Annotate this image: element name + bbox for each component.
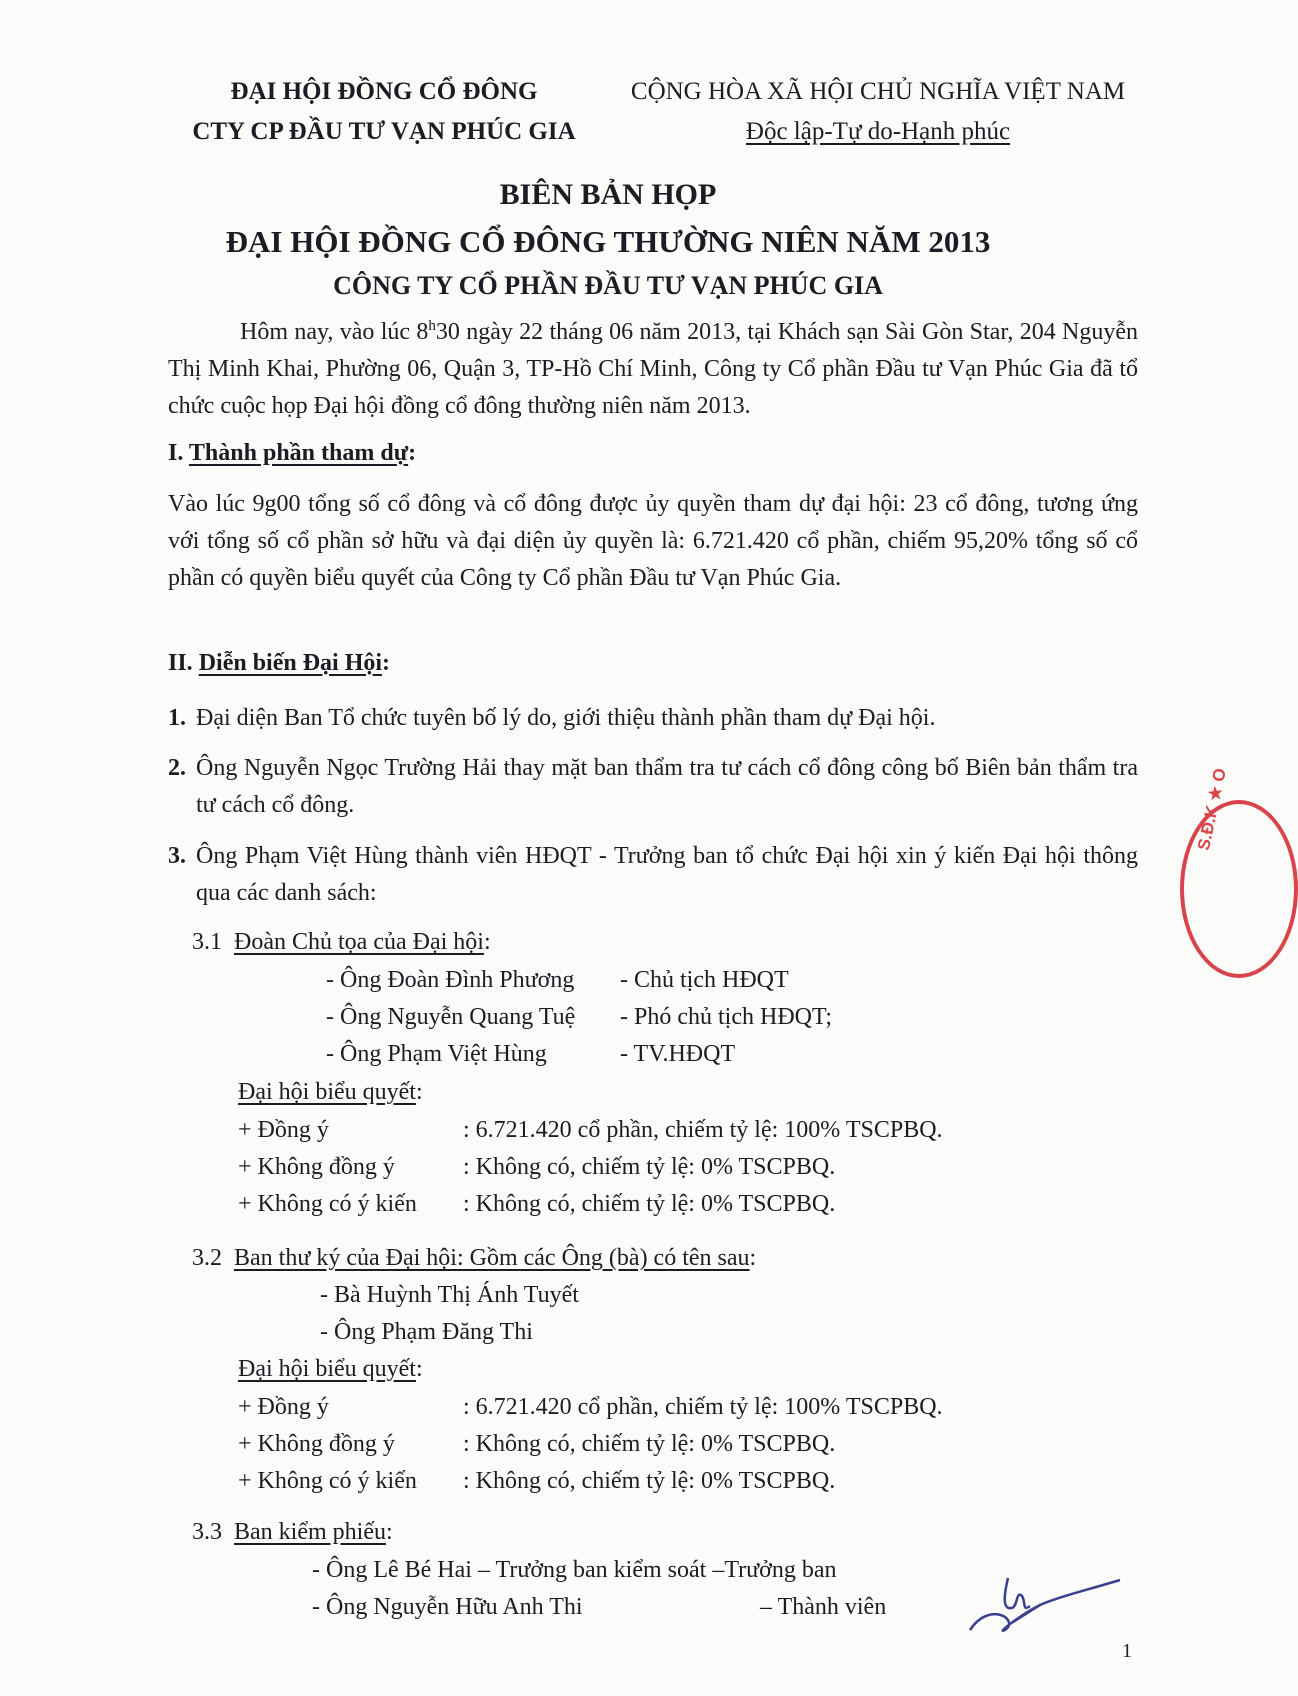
- header-left: [168, 72, 600, 152]
- company-name: CTY CP ĐẦU TƯ VẠN PHÚC GIA: [192, 118, 576, 145]
- vote-value: : Không có, chiếm tỷ lệ: 0% TSCPBQ.: [463, 1191, 836, 1217]
- document-title: BIÊN BẢN HỌP: [499, 178, 717, 211]
- attendance-paragraph: Vào lúc 9g00 tổng số cổ đông và cổ đông được ủy quyền tham dự đại hội: 23 cổ đông, tương ứng với tổng số cổ phần sở hữu và đại diện ủy quyền là: 6.721.420 cổ phần, chiếm 95,20% tổng số cổ phần có quyền biểu quyết của Công ty Cổ phần Đầu tư Vạn Phúc Gia.: [168, 491, 1138, 591]
- vote-value: : 6.721.420 cổ phần, chiếm tỷ lệ: 100% TSCPBQ.: [463, 1394, 943, 1420]
- counting-member-name: - Ông Nguyễn Hữu Anh Thi: [312, 1594, 583, 1620]
- vote-heading: Đại hội biểu quyết:: [238, 1356, 423, 1382]
- motto: Độc lập-Tự do-Hạnh phúc: [745, 118, 1011, 145]
- vote-label: + Không đồng ý: [238, 1431, 395, 1457]
- vote-label: + Không đồng ý: [238, 1154, 395, 1180]
- vote-label: + Đồng ý: [238, 1394, 329, 1420]
- subsection-3-3-heading: 3.3 Ban kiểm phiếu:: [192, 1519, 393, 1545]
- subsection-3-1-heading: 3.1 Đoàn Chủ tọa của Đại hội:: [192, 929, 491, 955]
- list-item: 1. Đại diện Ban Tổ chức tuyên bố lý do, giới thiệu thành phần tham dự Đại hội.: [168, 705, 936, 731]
- secretary-member: - Ông Phạm Đăng Thi: [320, 1319, 533, 1345]
- section-2-heading: II. Diễn biến Đại Hội:: [168, 650, 391, 676]
- subsection-3-2-heading: 3.2 Ban thư ký của Đại hội: Gồm các Ông (bà) có tên sau:: [192, 1245, 757, 1271]
- assembly-name: ĐẠI HỘI ĐỒNG CỔ ĐÔNG: [230, 78, 538, 105]
- list-item: 3. Ông Phạm Việt Hùng thành viên HĐQT - Trưởng ban tổ chức Đại hội xin ý kiến Đại hội thông qua các danh sách:: [168, 843, 1138, 906]
- stamp-text: S.Đ.K ★ O: [1194, 766, 1230, 852]
- chair-member-name: - Ông Phạm Việt Hùng: [326, 1041, 547, 1067]
- counting-member-role: – Thành viên: [760, 1594, 887, 1620]
- chair-member-role: - TV.HĐQT: [620, 1041, 736, 1067]
- vote-heading: Đại hội biểu quyết:: [238, 1079, 423, 1105]
- list-item: 2. Ông Nguyễn Ngọc Trường Hải thay mặt ban thẩm tra tư cách cổ đông công bố Biên bản thẩm tra tư cách cổ đông.: [168, 755, 1138, 818]
- chair-member-name: - Ông Nguyễn Quang Tuệ: [326, 1004, 576, 1030]
- vote-value: : Không có, chiếm tỷ lệ: 0% TSCPBQ.: [463, 1431, 836, 1457]
- vote-value: : Không có, chiếm tỷ lệ: 0% TSCPBQ.: [463, 1154, 836, 1180]
- vote-label: + Đồng ý: [238, 1117, 329, 1143]
- secretary-member: - Bà Huỳnh Thị Ánh Tuyết: [320, 1282, 579, 1308]
- counting-member-name: - Ông Lê Bé Hai – Trưởng ban kiểm soát –Trưởng ban: [312, 1557, 837, 1583]
- intro-paragraph: Hôm nay, vào lúc 8$^h$30 ngày 22 tháng 06 năm 2013, tại Khách sạn Sài Gòn Star, 204 Nguyễn Thị Minh Khai, Phường 06, Quận 3, TP-Hồ Chí Minh, Công ty Cổ phần Đầu tư Vạn Phúc Gia đã tổ chức cuộc họp Đại hội đồng cổ đông thường niên năm 2013.: [168, 318, 1139, 419]
- page-number: 1: [1122, 1640, 1132, 1662]
- chair-member-role: - Chủ tịch HĐQT: [620, 967, 789, 993]
- chair-member-name: - Ông Đoàn Đình Phương: [326, 967, 575, 993]
- vote-label: + Không có ý kiến: [238, 1468, 417, 1494]
- vote-value: : 6.721.420 cổ phần, chiếm tỷ lệ: 100% TSCPBQ.: [463, 1117, 943, 1143]
- chair-member-role: - Phó chủ tịch HĐQT;: [620, 1004, 832, 1030]
- signature-icon: [960, 1560, 1130, 1640]
- document-subtitle: ĐẠI HỘI ĐỒNG CỔ ĐÔNG THƯỜNG NIÊN NĂM 2013: [225, 224, 991, 259]
- header-right: [590, 72, 1166, 152]
- vote-value: : Không có, chiếm tỷ lệ: 0% TSCPBQ.: [463, 1468, 836, 1494]
- document-company: CÔNG TY CỔ PHẦN ĐẦU TƯ VẠN PHÚC GIA: [333, 271, 883, 300]
- vote-label: + Không có ý kiến: [238, 1191, 417, 1217]
- country-name: CỘNG HÒA XÃ HỘI CHỦ NGHĨA VIỆT NAM: [630, 78, 1126, 105]
- section-1-heading: I. Thành phần tham dự:: [168, 440, 417, 466]
